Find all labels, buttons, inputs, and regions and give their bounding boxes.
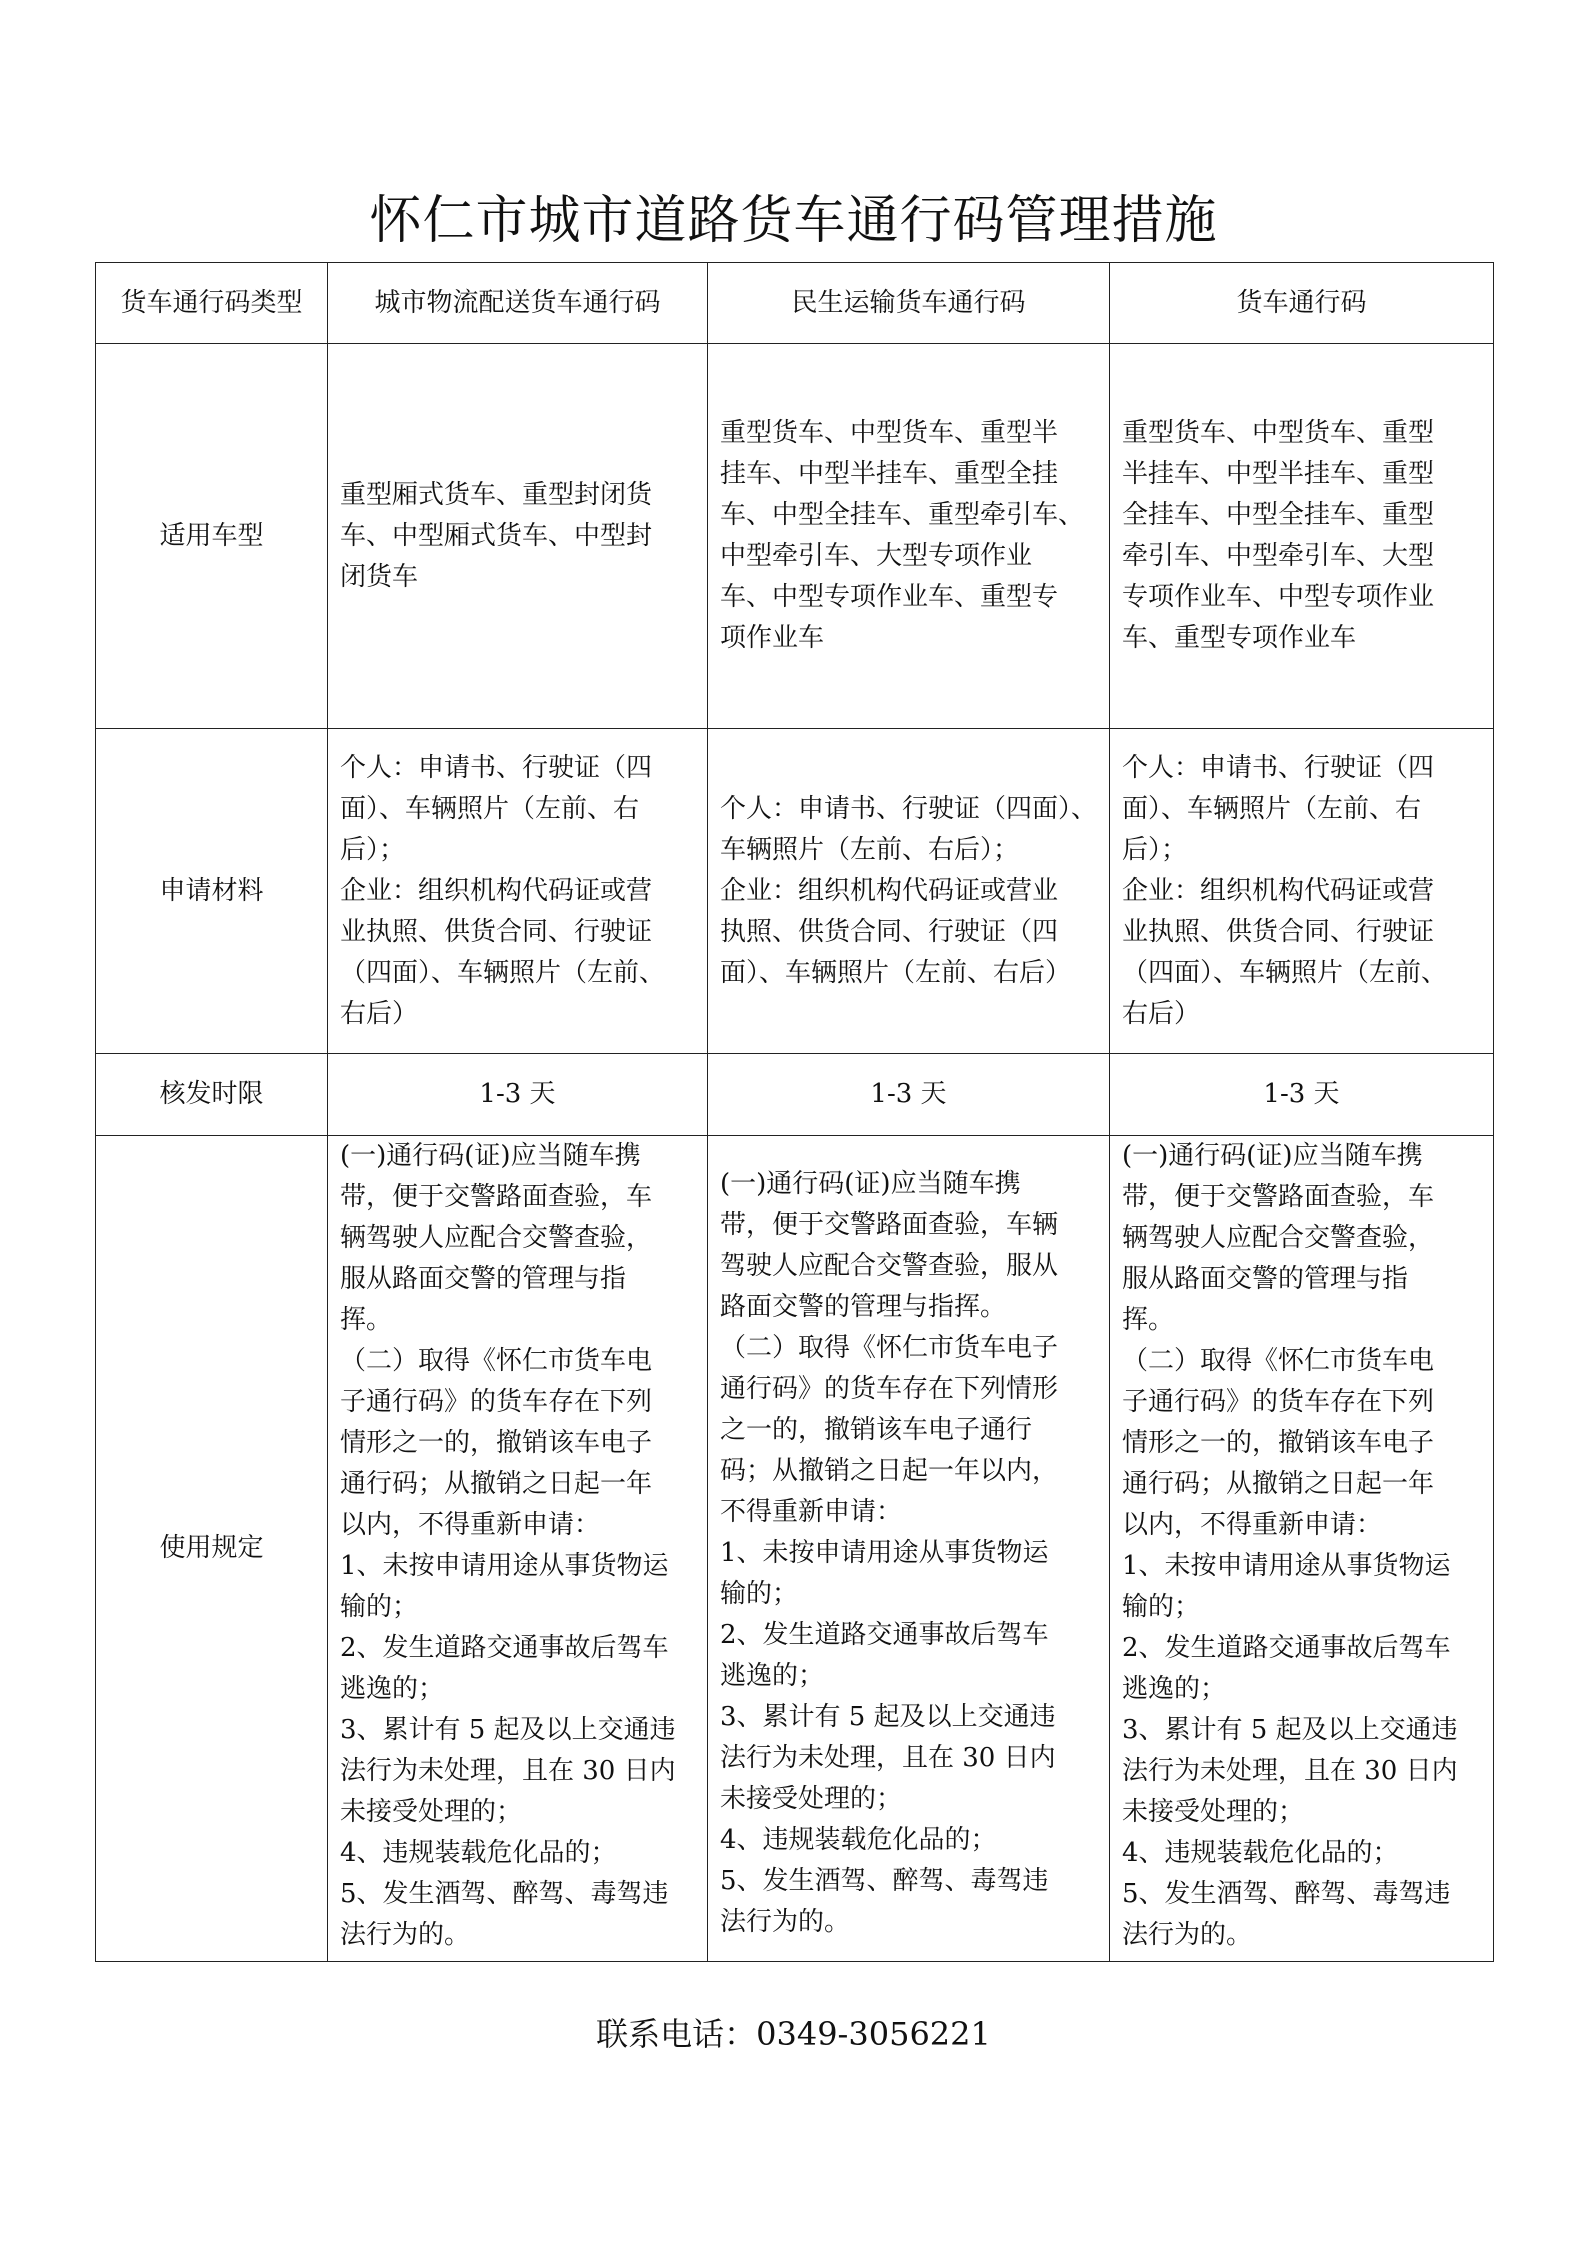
- cell-text-line: 情形之一的，撤销该车电子: [1122, 1428, 1435, 1458]
- cell-text-line: （二）取得《怀仁市货车电: [340, 1346, 653, 1376]
- cell-text-line: 子通行码》的货车存在下列: [1122, 1387, 1435, 1417]
- cell-text-line: 4、违规装载危化品的；: [340, 1838, 617, 1868]
- cell-text-line: 2、发生道路交通事故后驾车: [1122, 1633, 1451, 1663]
- row-label: 使用规定: [96, 1136, 328, 1962]
- cell-text-line: （二）取得《怀仁市货车电: [1122, 1346, 1435, 1376]
- cell-text-line: 5、发生酒驾、醉驾、毒驾违: [1122, 1879, 1451, 1909]
- cell-text-line: 面）、车辆照片（左前、右后）: [720, 957, 1072, 988]
- cell-text-line: 3、累计有 5 起及以上交通违: [340, 1715, 676, 1745]
- table-cell: [328, 729, 708, 1054]
- table-cell: [708, 1136, 1110, 1962]
- cell-text-line: 服从路面交警的管理与指: [340, 1264, 627, 1294]
- cell-text-line: 逃逸的；: [720, 1661, 825, 1691]
- cell-text-line: 服从路面交警的管理与指: [1122, 1264, 1409, 1294]
- cell-text-line: 情形之一的，撤销该车电子: [340, 1428, 653, 1458]
- header-row: [96, 263, 1494, 344]
- cell-text-line: 未接受处理的；: [340, 1797, 523, 1827]
- table-cell: [708, 344, 1110, 729]
- cell-text-line: 重型货车、中型货车、重型: [1122, 418, 1435, 448]
- cell-text-line: 1、未按申请用途从事货物运: [340, 1551, 669, 1581]
- cell-text-line: 牵引车、中型牵引车、大型: [1122, 541, 1435, 571]
- cell-text-line: 带，便于交警路面查验，车辆: [720, 1210, 1059, 1240]
- cell-text-line: 4、违规装载危化品的；: [1122, 1838, 1399, 1868]
- cell-text-line: 驾驶人应配合交警查验，服从: [720, 1251, 1059, 1281]
- cell-text-line: 以内，不得重新申请：: [340, 1510, 601, 1540]
- cell-text-line: 重型厢式货车、重型封闭货: [340, 479, 653, 510]
- cell-text-line: 企业：组织机构代码证或营业: [720, 875, 1059, 906]
- table-row: [96, 729, 1494, 1054]
- cell-text-line: 后）；: [340, 834, 406, 865]
- header-city-logistics: 城市物流配送货车通行码: [328, 263, 708, 344]
- measures-table: [95, 262, 1494, 1962]
- cell-text-line: 3、累计有 5 起及以上交通违: [720, 1702, 1056, 1732]
- cell-text-line: 后）；: [1122, 834, 1188, 865]
- cell-text-line: 辆驾驶人应配合交警查验，: [340, 1223, 653, 1253]
- cell-text-line: 法行为未处理，且在 30 日内: [1122, 1756, 1458, 1786]
- cell-text-line: 带，便于交警路面查验，车: [340, 1182, 653, 1212]
- cell-text-line: 法行为的。: [1122, 1920, 1253, 1950]
- cell-text-line: 个人：申请书、行驶证（四: [1122, 752, 1435, 783]
- contact-phone: 联系电话：0349-3056221: [596, 2015, 991, 2053]
- cell-text-line: 逃逸的；: [1122, 1674, 1227, 1704]
- cell-text-line: 通行码；从撤销之日起一年: [340, 1469, 653, 1499]
- table-cell: 1-3 天: [1110, 1054, 1494, 1136]
- table-row: [96, 1136, 1494, 1962]
- cell-text-line: 法行为未处理，且在 30 日内: [340, 1756, 676, 1786]
- table-cell: [1110, 344, 1494, 729]
- cell-text-line: （二）取得《怀仁市货车电子: [720, 1333, 1059, 1363]
- cell-text-line: （四面）、车辆照片（左前、: [340, 957, 666, 988]
- cell-text-line: 车、中型厢式货车、中型封: [340, 520, 653, 551]
- cell-text-line: 输的；: [340, 1592, 419, 1622]
- header-truck-pass: 货车通行码: [1110, 263, 1494, 344]
- cell-text-line: 辆驾驶人应配合交警查验，: [1122, 1223, 1435, 1253]
- cell-text-line: 3、累计有 5 起及以上交通违: [1122, 1715, 1458, 1745]
- cell-text-line: 车、中型专项作业车、重型专: [720, 582, 1059, 612]
- cell-text-line: 项作业车: [720, 623, 825, 653]
- page-title: 怀仁市城市道路货车通行码管理措施: [369, 191, 1218, 251]
- cell-text-line: 全挂车、中型全挂车、重型: [1122, 500, 1435, 530]
- cell-text-line: 个人：申请书、行驶证（四面）、: [720, 793, 1098, 824]
- cell-text-line: 未接受处理的；: [720, 1784, 903, 1814]
- table-row: [96, 344, 1494, 729]
- header-label: 货车通行码类型: [96, 263, 328, 344]
- cell-text-line: 法行为的。: [340, 1920, 471, 1950]
- table-cell: [328, 1136, 708, 1962]
- cell-text-line: 未接受处理的；: [1122, 1797, 1305, 1827]
- cell-text-line: 车、中型全挂车、重型牵引车、: [720, 500, 1085, 530]
- cell-text-line: 右后）: [340, 998, 419, 1029]
- cell-text-line: 重型货车、中型货车、重型半: [720, 418, 1059, 448]
- cell-text-line: 输的；: [1122, 1592, 1201, 1622]
- table-cell: 1-3 天: [328, 1054, 708, 1136]
- cell-text-line: 码；从撤销之日起一年以内，: [720, 1456, 1059, 1486]
- cell-text-line: 带，便于交警路面查验，车: [1122, 1182, 1435, 1212]
- cell-text-line: (一)通行码(证)应当随车携: [720, 1169, 1021, 1199]
- table-cell: [1110, 1136, 1494, 1962]
- table-cell: [1110, 729, 1494, 1054]
- cell-text-line: 法行为的。: [720, 1907, 851, 1937]
- cell-text-line: 个人：申请书、行驶证（四: [340, 752, 653, 783]
- cell-text-line: 专项作业车、中型专项作业: [1122, 582, 1435, 612]
- row-label: 核发时限: [96, 1054, 328, 1136]
- cell-text-line: （四面）、车辆照片（左前、: [1122, 957, 1448, 988]
- cell-text-line: 2、发生道路交通事故后驾车: [340, 1633, 669, 1663]
- cell-text-line: 企业：组织机构代码证或营: [340, 875, 653, 906]
- cell-text-line: 业执照、供货合同、行驶证: [340, 916, 653, 947]
- cell-text-line: (一)通行码(证)应当随车携: [340, 1141, 641, 1171]
- header-livelihood-transport: 民生运输货车通行码: [708, 263, 1110, 344]
- table-cell: [328, 344, 708, 729]
- cell-text-line: 之一的，撤销该车电子通行: [720, 1415, 1033, 1445]
- cell-text-line: 不得重新申请：: [720, 1497, 903, 1527]
- cell-text-line: 2、发生道路交通事故后驾车: [720, 1620, 1049, 1650]
- row-label: 申请材料: [96, 729, 328, 1054]
- cell-text-line: 输的；: [720, 1579, 799, 1609]
- row-label: 适用车型: [96, 344, 328, 729]
- cell-text-line: 中型牵引车、大型专项作业: [720, 541, 1033, 571]
- cell-text-line: 逃逸的；: [340, 1674, 445, 1704]
- cell-text-line: 5、发生酒驾、醉驾、毒驾违: [340, 1879, 669, 1909]
- cell-text-line: 子通行码》的货车存在下列: [340, 1387, 653, 1417]
- cell-text-line: 4、违规装载危化品的；: [720, 1825, 997, 1855]
- cell-text-line: 挂车、中型半挂车、重型全挂: [720, 459, 1059, 489]
- cell-text-line: 挥。: [1122, 1305, 1175, 1335]
- cell-text-line: 5、发生酒驾、醉驾、毒驾违: [720, 1866, 1049, 1896]
- cell-text-line: 车、重型专项作业车: [1122, 623, 1357, 653]
- cell-text-line: 企业：组织机构代码证或营: [1122, 875, 1435, 906]
- cell-text-line: 半挂车、中型半挂车、重型: [1122, 459, 1435, 489]
- cell-text-line: 1、未按申请用途从事货物运: [1122, 1551, 1451, 1581]
- cell-text-line: 面）、车辆照片（左前、右: [340, 793, 640, 824]
- cell-text-line: 以内，不得重新申请：: [1122, 1510, 1383, 1540]
- table-cell: 1-3 天: [708, 1054, 1110, 1136]
- cell-text-line: 路面交警的管理与指挥。: [720, 1292, 1007, 1322]
- table-cell: [708, 729, 1110, 1054]
- cell-text-line: 通行码》的货车存在下列情形: [720, 1374, 1059, 1404]
- cell-text-line: 挥。: [340, 1305, 393, 1335]
- cell-text-line: 闭货车: [340, 561, 419, 592]
- cell-text-line: 面）、车辆照片（左前、右: [1122, 793, 1422, 824]
- cell-text-line: 执照、供货合同、行驶证（四: [720, 916, 1059, 947]
- cell-text-line: 法行为未处理，且在 30 日内: [720, 1743, 1056, 1773]
- cell-text-line: 业执照、供货合同、行驶证: [1122, 916, 1435, 947]
- cell-text-line: 1、未按申请用途从事货物运: [720, 1538, 1049, 1568]
- cell-text-line: 车辆照片（左前、右后）；: [720, 834, 1020, 865]
- table-row: [96, 1054, 1494, 1136]
- cell-text-line: (一)通行码(证)应当随车携: [1122, 1141, 1423, 1171]
- cell-text-line: 右后）: [1122, 998, 1201, 1029]
- cell-text-line: 通行码；从撤销之日起一年: [1122, 1469, 1435, 1499]
